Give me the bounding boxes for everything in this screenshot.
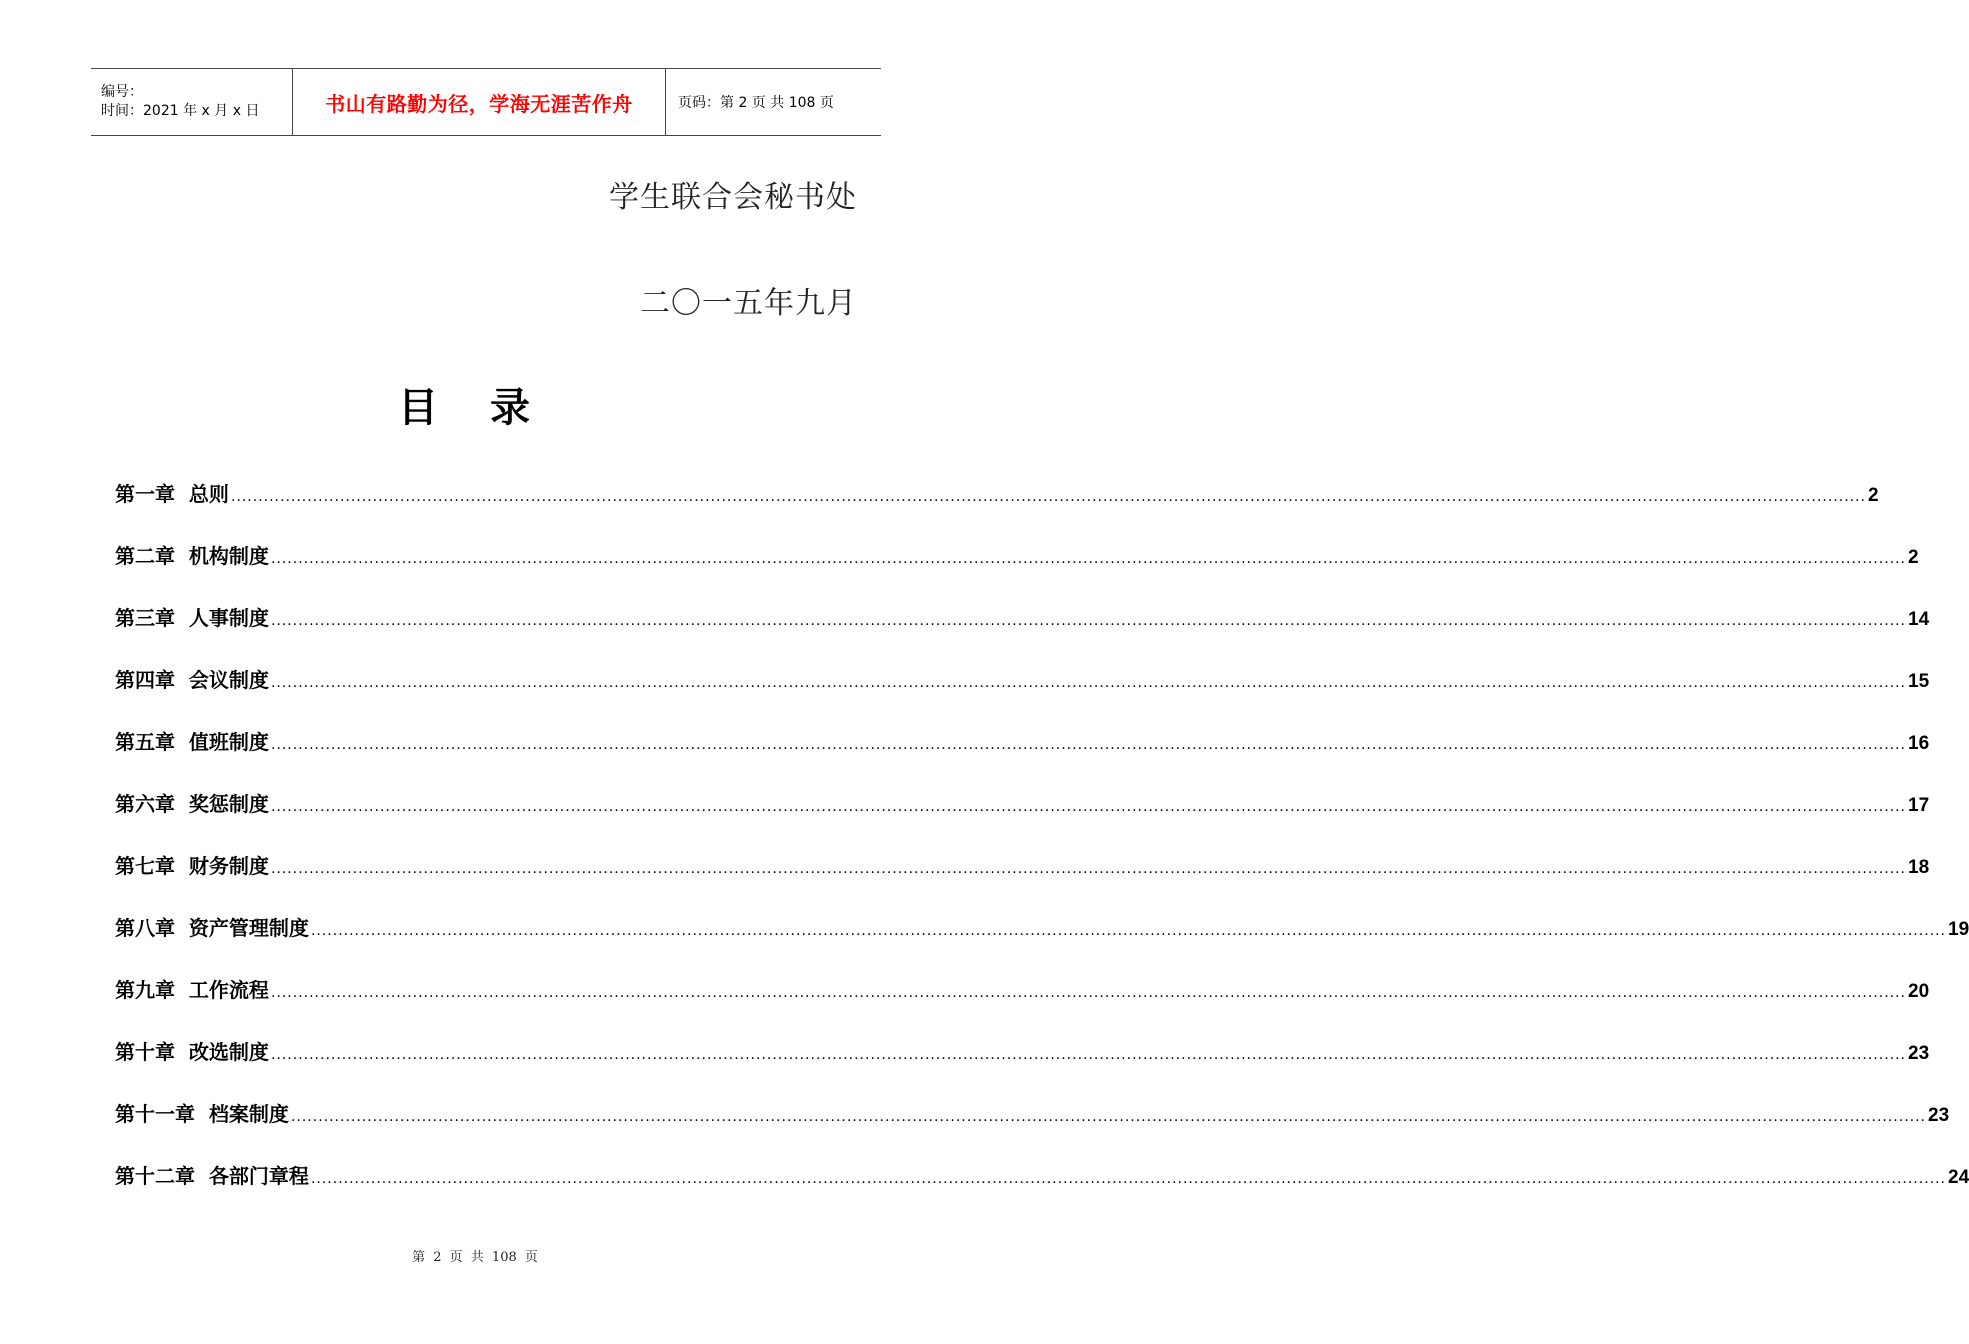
- number-label: 编号：: [101, 84, 143, 100]
- toc-entry-label: 第十二章 各部门章程: [115, 1164, 309, 1188]
- toc-leader-dots: ............................................................................................................................................................................................................................................................................................................: [270, 613, 1906, 629]
- toc-entry[interactable]: [115, 726, 1930, 788]
- toc-entry-label: 第六章 奖惩制度: [115, 792, 269, 816]
- toc-entry-label: 第九章 工作流程: [115, 978, 269, 1002]
- toc-entry-page: 24: [1948, 1167, 1969, 1188]
- page-footer: 第 2 页 共 108 页: [412, 1250, 538, 1265]
- toc-entry[interactable]: [115, 1160, 1969, 1222]
- toc-entry[interactable]: [115, 912, 1969, 974]
- toc-entry-page: 19: [1948, 919, 1969, 940]
- table-of-contents: [115, 478, 1969, 1222]
- toc-leader-dots: ............................................................................................................................................................................................................................................................................................................: [290, 1109, 1926, 1125]
- toc-entry-page: 18: [1908, 857, 1930, 878]
- toc-entry-label: 第十一章 档案制度: [115, 1102, 289, 1126]
- header-page-info: 页码：第 2 页 共 108 页: [678, 95, 834, 111]
- toc-entry[interactable]: [115, 1036, 1930, 1098]
- organization-name: 学生联合会秘书处: [609, 180, 857, 215]
- toc-entry-label: 第八章 资产管理制度: [115, 916, 309, 940]
- toc-entry-label: 第一章 总则: [115, 482, 229, 506]
- toc-leader-dots: ............................................................................................................................................................................................................................................................................................................: [310, 1171, 1946, 1187]
- toc-entry-label: 第二章 机构制度: [115, 544, 269, 568]
- page-header: [91, 68, 881, 136]
- toc-entry-label: 第五章 值班制度: [115, 730, 269, 754]
- toc-entry[interactable]: [115, 540, 1919, 602]
- toc-entry[interactable]: [115, 1098, 1950, 1160]
- toc-entry-page: 20: [1908, 981, 1930, 1002]
- toc-entry-page: 15: [1908, 671, 1930, 692]
- toc-entry-label: 第七章 财务制度: [115, 854, 269, 878]
- toc-entry-label: 第十章 改选制度: [115, 1040, 269, 1064]
- toc-entry-label: 第四章 会议制度: [115, 668, 269, 692]
- toc-entry-page: 14: [1908, 609, 1930, 630]
- document-date: 二〇一五年九月: [640, 286, 857, 321]
- toc-entry-page: 23: [1908, 1043, 1930, 1064]
- toc-entry[interactable]: [115, 602, 1930, 664]
- toc-entry-page: 16: [1908, 733, 1930, 754]
- toc-leader-dots: ............................................................................................................................................................................................................................................................................................................: [270, 861, 1906, 877]
- toc-leader-dots: ............................................................................................................................................................................................................................................................................................................: [270, 799, 1906, 815]
- toc-leader-dots: ............................................................................................................................................................................................................................................................................................................: [270, 737, 1906, 753]
- toc-entry[interactable]: [115, 974, 1930, 1036]
- toc-entry-page: 2: [1868, 485, 1879, 506]
- toc-entry[interactable]: [115, 664, 1930, 726]
- toc-entry-label: 第三章 人事制度: [115, 606, 269, 630]
- toc-leader-dots: ............................................................................................................................................................................................................................................................................................................: [270, 675, 1906, 691]
- header-motto: 书山有路勤为径，学海无涯苦作舟: [293, 69, 666, 135]
- toc-leader-dots: ............................................................................................................................................................................................................................................................................................................: [230, 489, 1866, 505]
- toc-entry-page: 17: [1908, 795, 1930, 816]
- time-label: 时间：2021 年 x 月 x 日: [101, 103, 260, 119]
- toc-entry[interactable]: [115, 788, 1930, 850]
- toc-entry-page: 23: [1928, 1105, 1950, 1126]
- toc-entry-page: 2: [1908, 547, 1919, 568]
- toc-title: 目录: [398, 385, 582, 431]
- toc-entry[interactable]: [115, 850, 1930, 912]
- toc-entry[interactable]: [115, 478, 1879, 540]
- toc-leader-dots: ............................................................................................................................................................................................................................................................................................................: [270, 985, 1906, 1001]
- header-meta: [91, 69, 293, 135]
- toc-leader-dots: ............................................................................................................................................................................................................................................................................................................: [270, 1047, 1906, 1063]
- toc-leader-dots: ............................................................................................................................................................................................................................................................................................................: [310, 923, 1946, 939]
- toc-leader-dots: ............................................................................................................................................................................................................................................................................................................: [270, 551, 1906, 567]
